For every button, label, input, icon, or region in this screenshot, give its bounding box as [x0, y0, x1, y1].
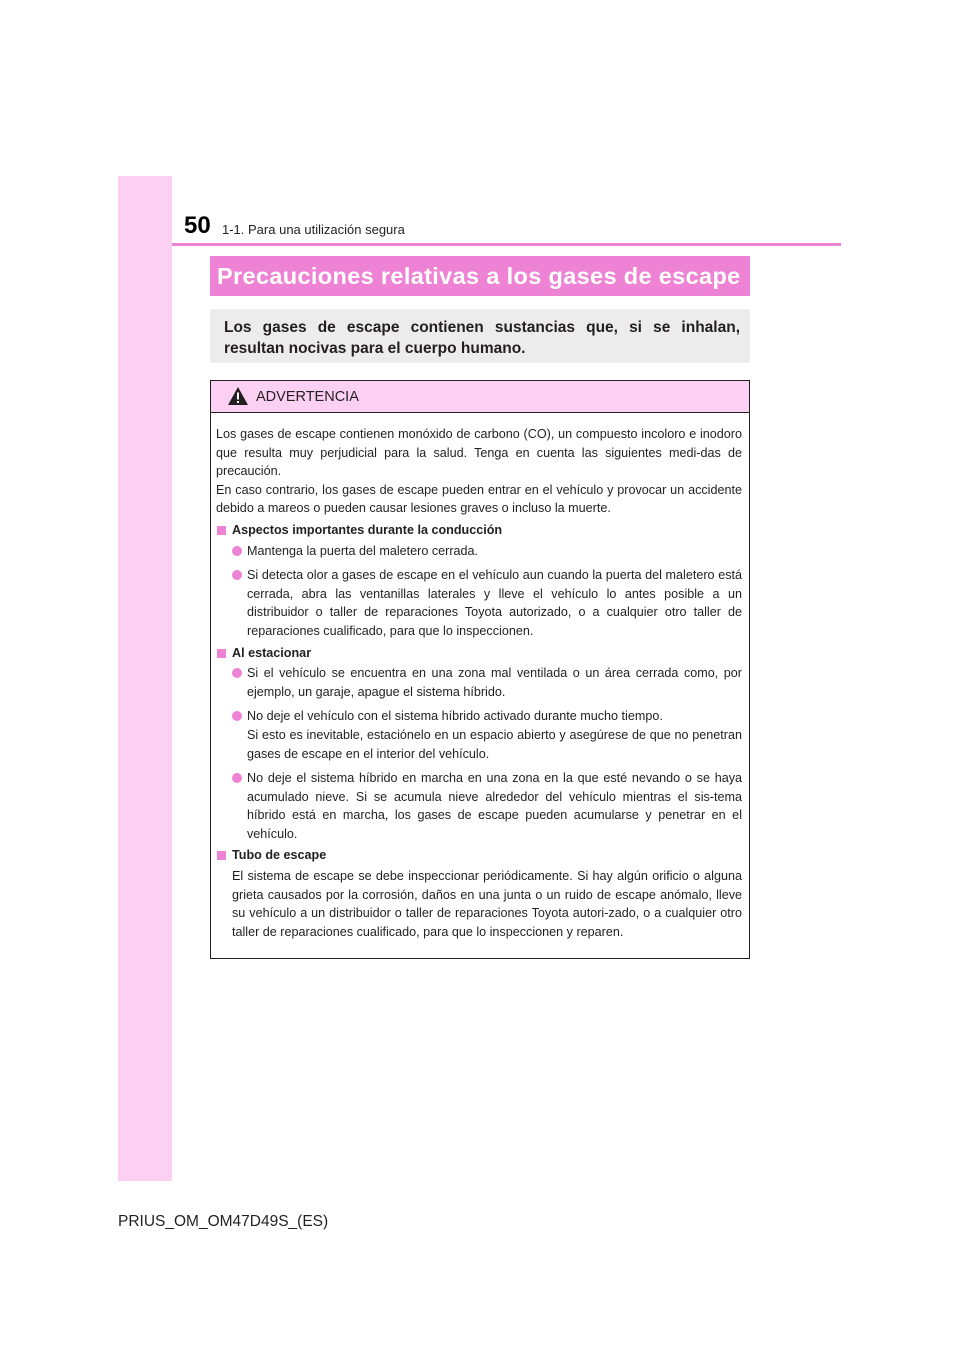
list-item-text: No deje el vehículo con el sistema híbrido activado durante mucho tiempo.	[247, 709, 663, 724]
section-heading-text: Tubo de escape	[232, 848, 327, 863]
section-heading	[216, 644, 742, 663]
list-item-text: No deje el sistema híbrido en marcha en una zona en la que esté nevando o se haya acumulado nieve. Si se acumula nieve alrededor del vehículo mientras el sis-tema híbrido está en marcha, los gases de escape pueden acumularse y penetrar en el vehículo.	[247, 771, 742, 841]
document-code: PRIUS_OM_OM47D49S_(ES)	[118, 1213, 329, 1230]
circle-bullet-icon	[232, 570, 242, 580]
circle-bullet-icon	[232, 711, 242, 721]
circle-bullet-icon	[232, 773, 242, 783]
list-item	[216, 707, 742, 763]
section-heading	[216, 521, 742, 540]
section-heading	[216, 846, 742, 865]
list-item	[216, 542, 742, 561]
page-title: Precauciones relativas a los gases de escape	[210, 256, 750, 296]
list-item	[216, 566, 742, 640]
circle-bullet-icon	[232, 546, 242, 556]
warning-header	[211, 381, 749, 413]
warning-paragraph: En caso contrario, los gases de escape pueden entrar en el vehículo y provocar un accidente debido a mareos o pueden causar lesiones graves o incluso la muerte.	[216, 482, 742, 516]
warning-triangle-icon	[227, 386, 249, 406]
square-bullet-icon	[217, 526, 226, 535]
warning-paragraph: Los gases de escape contienen monóxido de carbono (CO), un compuesto incoloro e inodoro que resulta muy perjudicial para la salud. Tenga en cuenta las siguientes medi-das de precaución.	[216, 427, 742, 479]
warning-label: ADVERTENCIA	[256, 389, 359, 405]
list-item	[216, 664, 742, 701]
chapter-tab-bar	[118, 176, 172, 1181]
warning-body	[211, 413, 749, 941]
section-text: El sistema de escape se debe inspeccionar periódicamente. Si hay algún orificio o alguna grieta causados por la corrosión, daños en una junta o un ruido de escape anómalo, lleve su vehículo a un distribuidor o taller de reparaciones Toyota autori-zado, o a cualquier otro taller de reparaciones cualificado, para que lo inspeccionen y reparen.	[232, 869, 742, 939]
section-heading-text: Al estacionar	[232, 645, 312, 660]
page-number: 50	[184, 212, 211, 239]
warning-box	[210, 380, 750, 959]
list-item	[216, 769, 742, 843]
square-bullet-icon	[217, 649, 226, 658]
intro-box	[210, 309, 750, 363]
list-item-text: Si detecta olor a gases de escape en el vehículo aun cuando la puerta del maletero está cerrada, abra las ventanillas laterales y lleve el vehículo lo antes posible a un distribuidor o taller de reparaciones Toyota autorizado, o a cualquier otro taller de reparaciones cualificado, para que lo inspeccionen.	[247, 568, 742, 638]
section-path: 1-1. Para una utilización segura	[222, 222, 405, 237]
list-item-text: Mantenga la puerta del maletero cerrada.	[247, 543, 479, 558]
list-item-text: Si el vehículo se encuentra en una zona mal ventilada o un área cerrada como, por ejemplo, un garaje, apague el sistema híbrido.	[247, 666, 742, 699]
section-heading-text: Aspectos importantes durante la conducción	[232, 522, 503, 537]
list-item-continuation: Si esto es inevitable, estaciónelo en un espacio abierto y asegúrese de que no penetran gases de escape en el interior del vehículo.	[247, 727, 742, 761]
header-rule	[172, 243, 841, 246]
circle-bullet-icon	[232, 668, 242, 678]
square-bullet-icon	[217, 851, 226, 860]
intro-text: Los gases de escape contienen sustancias que, si se inhalan, resultan nocivas para el cuerpo humano.	[224, 319, 740, 357]
